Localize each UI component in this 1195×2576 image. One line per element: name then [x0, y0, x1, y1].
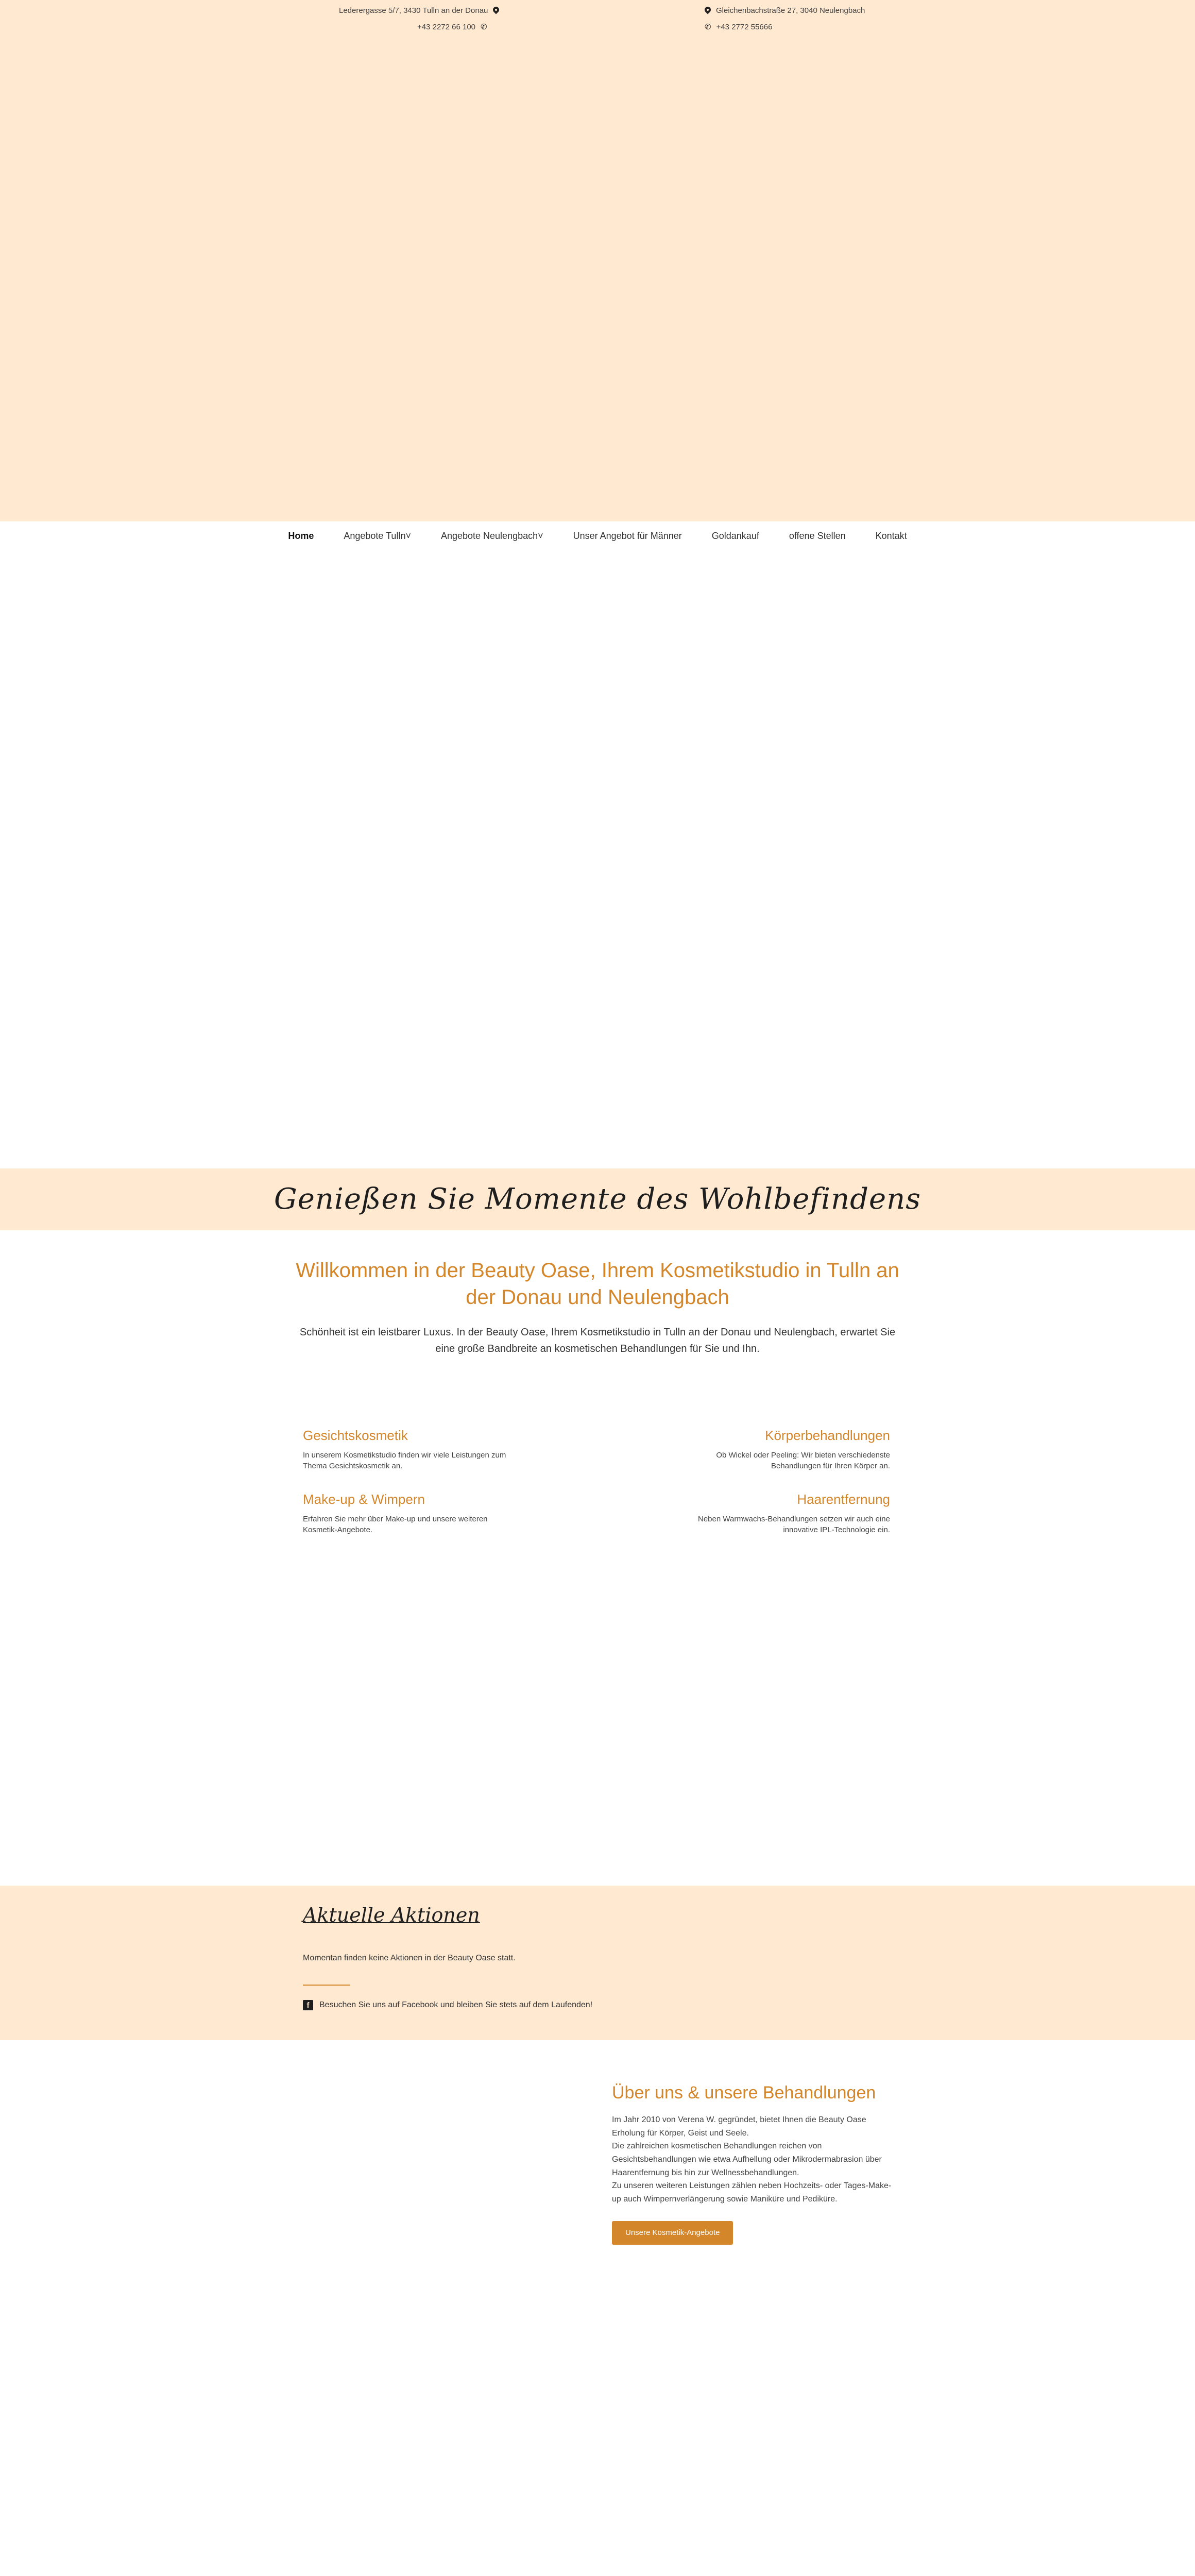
aktionen-title: Aktuelle Aktionen: [303, 1904, 480, 1926]
tulln-phone[interactable]: [417, 22, 487, 33]
aktionen-section: [0, 1886, 1195, 2040]
map-pin-icon: [705, 7, 711, 15]
about-line: Im Jahr 2010 von Verena W. gegründet, bietet Ihnen die Beauty Oase Erholung für Körper, Geist und Seele.: [612, 2115, 866, 2138]
feature-text: Ob Wickel oder Peeling: Wir bieten verschiedenste Behandlungen für Ihren Körper an.: [716, 1450, 890, 1471]
chevron-down-icon: ˅: [538, 530, 543, 541]
tulln-phone-text: +43 2272 66 100: [417, 23, 476, 31]
kosmetik-angebote-button[interactable]: Unsere Kosmetik-Angebote: [612, 2221, 733, 2245]
feature-text: Erfahren Sie mehr über Make-up und unsere weiteren Kosmetik-Angebote.: [303, 1514, 488, 1535]
feature-title: Gesichtskosmetik: [303, 1428, 408, 1443]
tulln-address[interactable]: [339, 5, 499, 16]
feature-makeup[interactable]: [303, 1490, 519, 1536]
nav-label: Angebote Tulln: [344, 530, 406, 541]
feature-koerperbehandlungen[interactable]: [674, 1426, 890, 1472]
slogan: Genießen Sie Momente des Wohlbefindens: [274, 1182, 921, 1216]
slogan-band: [0, 1168, 1195, 1230]
neulengbach-phone[interactable]: [705, 22, 772, 33]
feature-title: Körperbehandlungen: [765, 1428, 890, 1443]
nav-label: Angebote Neulengbach: [440, 530, 538, 541]
facebook-text: Besuchen Sie uns auf Facebook und bleiben Sie stets auf dem Laufenden!: [319, 2001, 593, 2010]
welcome-title: Willkommen in der Beauty Oase, Ihrem Kosmetikstudio in Tulln an der Donau und Neulengbach: [296, 1259, 899, 1309]
feature-gesichtskosmetik[interactable]: [303, 1426, 519, 1472]
nav-maenner[interactable]: Unser Angebot für Männer: [573, 530, 682, 541]
phone-icon: ✆: [481, 23, 487, 32]
main-nav: [0, 521, 1195, 550]
nav-angebote-tulln[interactable]: [344, 529, 411, 543]
about-line: Zu unseren weiteren Leistungen zählen neben Hochzeits- oder Tages-Make-up auch Wimpernverlängerung sowie Maniküre und Pediküre.: [612, 2181, 892, 2204]
nav-goldankauf[interactable]: Goldankauf: [711, 530, 759, 541]
chevron-down-icon: ˅: [405, 530, 411, 541]
feature-title: Make-up & Wimpern: [303, 1492, 425, 1507]
nav-kontakt[interactable]: Kontakt: [875, 530, 907, 541]
aktionen-message: Momentan finden keine Aktionen in der Beauty Oase statt.: [303, 1954, 516, 1963]
phone-icon: ✆: [705, 23, 711, 32]
feature-text: Neben Warmwachs-Behandlungen setzen wir auch eine innovative IPL-Technologie ein.: [698, 1514, 890, 1535]
nav-angebote-neulengbach[interactable]: [441, 529, 543, 543]
neulengbach-address[interactable]: [705, 5, 865, 16]
about-body: [612, 2113, 900, 2206]
about-line: Die zahlreichen kosmetischen Behandlungen reichen von Gesichtsbehandlungen wie etwa Aufhellung oder Mikrodermabrasion über Haarentfernung bis hin zur Wellnessbehandlungen.: [612, 2142, 882, 2177]
feature-text: In unserem Kosmetikstudio finden wir viele Leistungen zum Thema Gesichtskosmetik an.: [303, 1450, 506, 1471]
map-pin-icon: [493, 7, 499, 15]
feature-haarentfernung[interactable]: [674, 1490, 890, 1536]
facebook-icon: f: [303, 2000, 313, 2010]
top-header: [0, 0, 1195, 521]
about-section: [612, 2081, 900, 2245]
tulln-address-text: Lederergasse 5/7, 3430 Tulln an der Donau: [339, 6, 488, 15]
neulengbach-address-text: Gleichenbachstraße 27, 3040 Neulengbach: [716, 6, 865, 15]
nav-offene-stellen[interactable]: offene Stellen: [789, 530, 846, 541]
nav-home[interactable]: Home: [288, 530, 314, 541]
divider: [303, 1985, 350, 1986]
about-title: Über uns & unsere Behandlungen: [612, 2083, 876, 2103]
welcome-text: Schönheit ist ein leistbarer Luxus. In der Beauty Oase, Ihrem Kosmetikstudio in Tulln an der Donau und Neulengbach, erwartet Sie eine große Bandbreite an kosmetischen Behandlungen für Sie und Ihn.: [299, 1327, 896, 1354]
neulengbach-phone-text: +43 2772 55666: [716, 23, 773, 31]
facebook-link[interactable]: [303, 1999, 890, 2011]
hero-image-area: [0, 550, 1195, 1168]
feature-title: Haarentfernung: [797, 1492, 890, 1507]
